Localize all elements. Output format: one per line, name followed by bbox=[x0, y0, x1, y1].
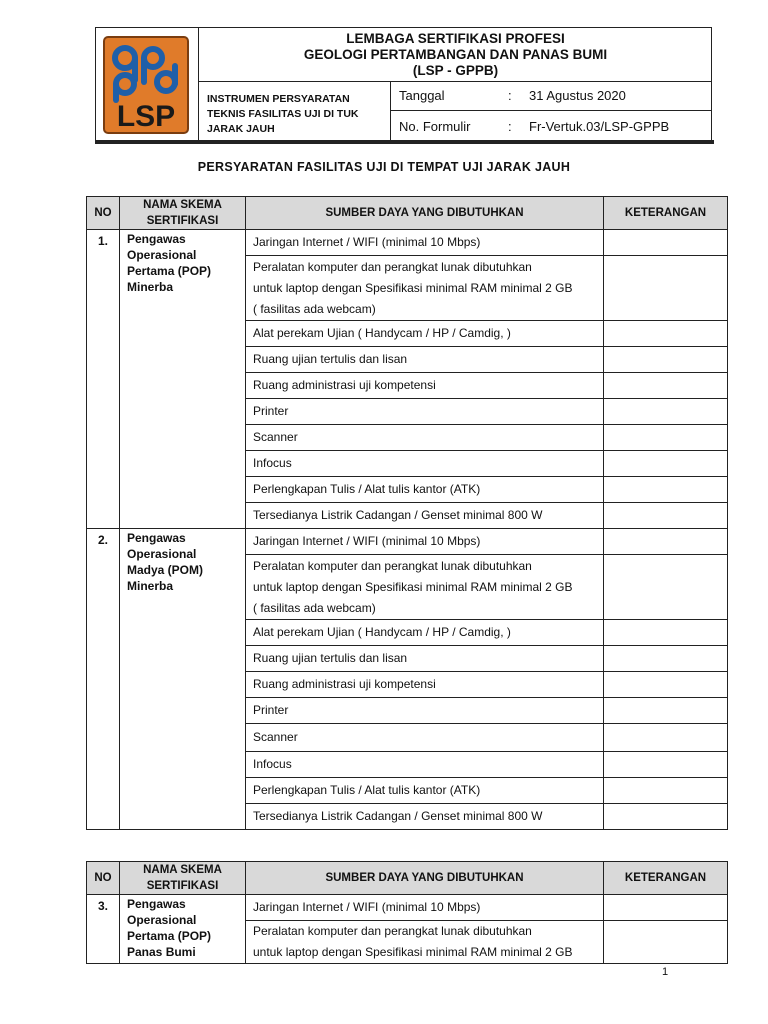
resource-cell: Tersedianya Listrik Cadangan / Genset minimal 800 W bbox=[246, 503, 604, 529]
scheme-name-line: Pengawas bbox=[127, 531, 186, 545]
col-header-no: NO bbox=[87, 197, 120, 230]
instrument-line1: INSTRUMEN PERSYARATAN bbox=[207, 93, 350, 105]
org-name-line1: LEMBAGA SERTIFIKASI PROFESI bbox=[346, 31, 565, 46]
scheme-name-line: Operasional bbox=[127, 547, 197, 561]
form-number-row bbox=[391, 111, 712, 142]
scheme-number: 3. bbox=[87, 895, 120, 964]
note-cell[interactable] bbox=[604, 230, 728, 256]
resource-cell: Ruang ujian tertulis dan lisan bbox=[246, 347, 604, 373]
note-cell[interactable] bbox=[604, 724, 728, 752]
resource-cell: Scanner bbox=[246, 425, 604, 451]
resource-cell: Printer bbox=[246, 698, 604, 724]
note-cell[interactable] bbox=[604, 672, 728, 698]
scheme-name-line: Operasional bbox=[127, 248, 197, 262]
form-number-colon: : bbox=[508, 119, 512, 134]
col-header-schema-line2: SERTIFIKASI bbox=[146, 880, 219, 892]
note-cell[interactable] bbox=[604, 555, 728, 620]
note-cell[interactable] bbox=[604, 921, 728, 964]
instrument-line3: JARAK JAUH bbox=[207, 123, 275, 135]
date-colon: : bbox=[508, 88, 512, 103]
scheme-name-line: Operasional bbox=[127, 913, 197, 927]
date-row bbox=[391, 82, 712, 111]
logo-cell bbox=[96, 28, 199, 142]
instrument-title-cell bbox=[199, 82, 391, 142]
note-cell[interactable] bbox=[604, 399, 728, 425]
form-number-label: No. Formulir bbox=[399, 119, 471, 134]
svg-text:LSP: LSP bbox=[116, 100, 176, 133]
resource-line: untuk laptop dengan Spesifikasi minimal RAM minimal 2 GB bbox=[253, 280, 573, 295]
resource-cell: Perlengkapan Tulis / Alat tulis kantor (ATK) bbox=[246, 477, 604, 503]
resource-cell: Alat perekam Ujian ( Handycam / HP / Camdig, ) bbox=[246, 321, 604, 347]
resource-cell bbox=[246, 555, 604, 620]
col-header-no: NO bbox=[87, 862, 120, 895]
resource-cell: Printer bbox=[246, 399, 604, 425]
note-cell[interactable] bbox=[604, 451, 728, 477]
table-row bbox=[87, 230, 728, 256]
resource-cell: Jaringan Internet / WIFI (minimal 10 Mbps) bbox=[246, 230, 604, 256]
scheme-name bbox=[120, 895, 246, 964]
resource-line: untuk laptop dengan Spesifikasi minimal RAM minimal 2 GB bbox=[253, 579, 573, 594]
col-header-schema-line1: NAMA SKEMA bbox=[143, 199, 222, 211]
page-number: 1 bbox=[662, 966, 669, 978]
scheme-name bbox=[120, 230, 246, 529]
resource-cell: Ruang ujian tertulis dan lisan bbox=[246, 646, 604, 672]
date-label: Tanggal bbox=[399, 88, 445, 103]
note-cell[interactable] bbox=[604, 503, 728, 529]
col-header-resource: SUMBER DAYA YANG DIBUTUHKAN bbox=[246, 862, 604, 895]
note-cell[interactable] bbox=[604, 646, 728, 672]
note-cell[interactable] bbox=[604, 620, 728, 646]
resource-cell: Infocus bbox=[246, 752, 604, 778]
org-name-line3: (LSP - GPPB) bbox=[412, 63, 499, 78]
resource-cell: Tersedianya Listrik Cadangan / Genset minimal 800 W bbox=[246, 804, 604, 830]
requirements-table-1 bbox=[86, 196, 728, 830]
col-header-note: KETERANGAN bbox=[604, 197, 728, 230]
table-row bbox=[87, 895, 728, 921]
requirements-table-2 bbox=[86, 861, 728, 964]
scheme-name-line: Pertama (POP) bbox=[127, 929, 212, 943]
resource-cell: Ruang administrasi uji kompetensi bbox=[246, 672, 604, 698]
resource-line: Peralatan komputer dan perangkat lunak dibutuhkan bbox=[253, 558, 532, 573]
col-header-schema bbox=[120, 862, 246, 895]
scheme-name-line: Pengawas bbox=[127, 232, 186, 246]
resource-line: ( fasilitas ada webcam) bbox=[253, 600, 376, 615]
document-header bbox=[95, 27, 712, 143]
scheme-name-line: Pengawas bbox=[127, 897, 186, 911]
col-header-schema-line2: SERTIFIKASI bbox=[146, 215, 219, 227]
org-title-cell bbox=[199, 28, 712, 82]
resource-cell: Jaringan Internet / WIFI (minimal 10 Mbps) bbox=[246, 895, 604, 921]
resource-cell: Alat perekam Ujian ( Handycam / HP / Camdig, ) bbox=[246, 620, 604, 646]
note-cell[interactable] bbox=[604, 425, 728, 451]
table-row bbox=[87, 529, 728, 555]
resource-line: ( fasilitas ada webcam) bbox=[253, 301, 376, 316]
col-header-schema-line1: NAMA SKEMA bbox=[143, 864, 222, 876]
date-value: 31 Agustus 2020 bbox=[529, 88, 626, 103]
scheme-name-line: Pertama (POP) bbox=[127, 264, 212, 278]
form-number-value: Fr-Vertuk.03/LSP-GPPB bbox=[529, 119, 670, 134]
table-header-row bbox=[87, 197, 728, 230]
resource-line: Peralatan komputer dan perangkat lunak dibutuhkan bbox=[253, 924, 532, 938]
col-header-resource: SUMBER DAYA YANG DIBUTUHKAN bbox=[246, 197, 604, 230]
resource-cell: Infocus bbox=[246, 451, 604, 477]
col-header-note: KETERANGAN bbox=[604, 862, 728, 895]
instrument-line2: TEKNIS FASILITAS UJI DI TUK bbox=[207, 108, 359, 120]
org-name-line2: GEOLOGI PERTAMBANGAN DAN PANAS BUMI bbox=[303, 47, 608, 62]
scheme-name bbox=[120, 529, 246, 830]
resource-cell: Perlengkapan Tulis / Alat tulis kantor (ATK) bbox=[246, 778, 604, 804]
col-header-schema bbox=[120, 197, 246, 230]
note-cell[interactable] bbox=[604, 895, 728, 921]
scheme-name-line: Minerba bbox=[127, 579, 174, 593]
document-title: PERSYARATAN FASILITAS UJI DI TEMPAT UJI JARAK JAUH bbox=[197, 160, 571, 174]
scheme-name-line: Madya (POM) bbox=[127, 563, 204, 577]
scheme-number: 2. bbox=[87, 529, 120, 830]
resource-line: Peralatan komputer dan perangkat lunak dibutuhkan bbox=[253, 259, 532, 274]
note-cell[interactable] bbox=[604, 321, 728, 347]
table-header-row bbox=[87, 862, 728, 895]
note-cell[interactable] bbox=[604, 529, 728, 555]
note-cell[interactable] bbox=[604, 373, 728, 399]
scheme-name-line: Minerba bbox=[127, 280, 174, 294]
scheme-number: 1. bbox=[87, 230, 120, 529]
note-cell[interactable] bbox=[604, 778, 728, 804]
lsp-gppb-logo bbox=[103, 36, 189, 134]
resource-cell: Ruang administrasi uji kompetensi bbox=[246, 373, 604, 399]
note-cell[interactable] bbox=[604, 347, 728, 373]
note-cell[interactable] bbox=[604, 752, 728, 778]
note-cell[interactable] bbox=[604, 256, 728, 321]
note-cell[interactable] bbox=[604, 477, 728, 503]
note-cell[interactable] bbox=[604, 698, 728, 724]
resource-cell: Jaringan Internet / WIFI (minimal 10 Mbps) bbox=[246, 529, 604, 555]
resource-cell bbox=[246, 921, 604, 964]
resource-cell: Scanner bbox=[246, 724, 604, 752]
resource-cell bbox=[246, 256, 604, 321]
scheme-name-line: Panas Bumi bbox=[127, 945, 196, 959]
resource-line: untuk laptop dengan Spesifikasi minimal RAM minimal 2 GB bbox=[253, 945, 573, 959]
note-cell[interactable] bbox=[604, 804, 728, 830]
